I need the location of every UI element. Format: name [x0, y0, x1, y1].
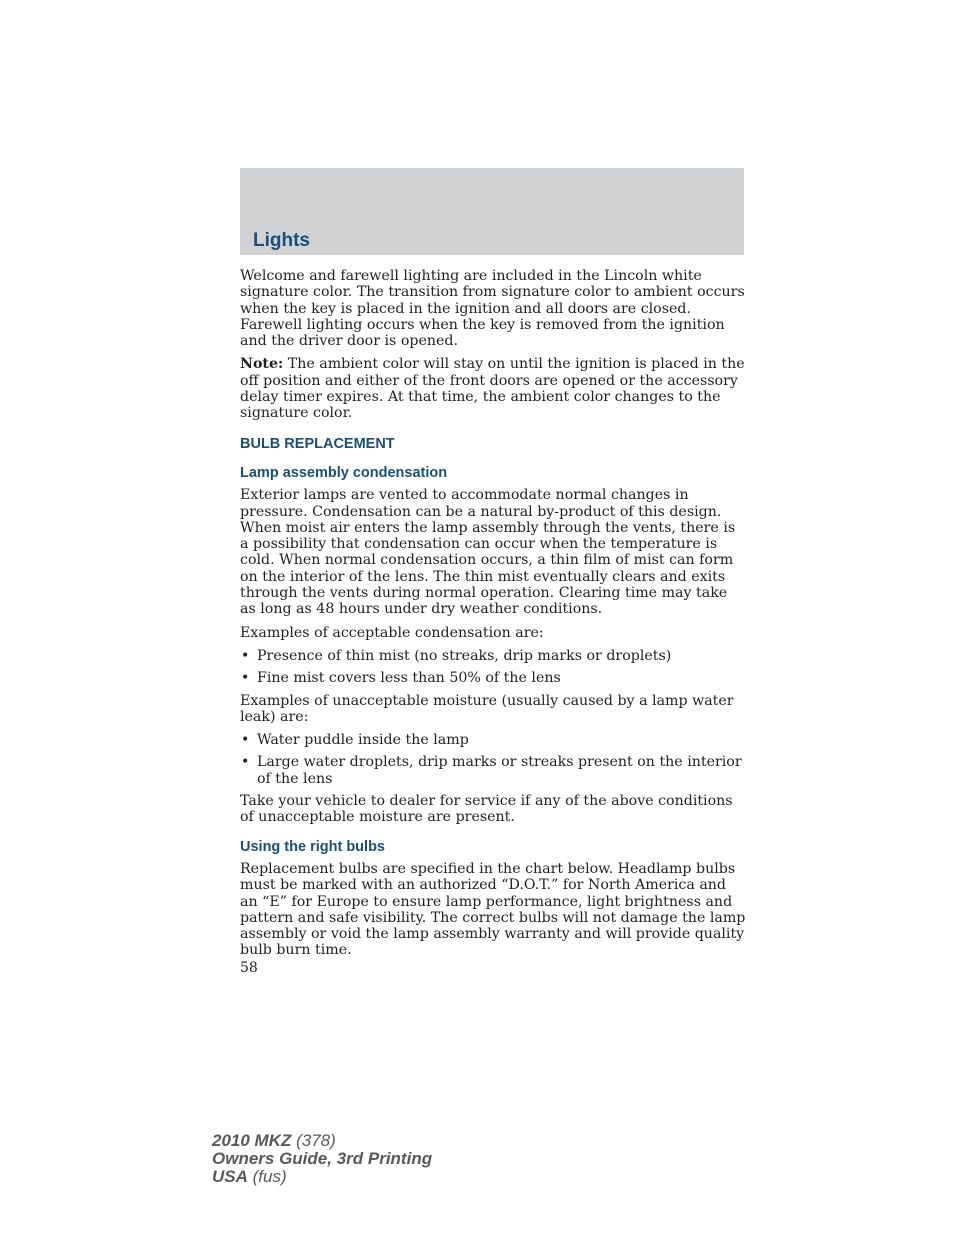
list-item-text: Fine mist covers less than 50% of the lens	[257, 670, 561, 687]
bullet-icon: •	[241, 754, 250, 771]
footer-model: 2010 MKZ	[212, 1131, 292, 1150]
list-item-text: Water puddle inside the lamp	[257, 732, 469, 749]
footer-line-2	[212, 1150, 432, 1168]
bullet-icon: •	[241, 732, 250, 749]
section-title: Lights	[253, 230, 310, 251]
acceptable-list	[240, 648, 746, 687]
bulb-replacement-heading: BULB REPLACEMENT	[240, 435, 395, 452]
note-text: The ambient color will stay on until the ignition is placed in the off position and either of the front doors are opened or the accessory delay timer expires. At that time, the ambient color changes to the signature color.	[240, 356, 745, 422]
condensation-heading: Lamp assembly condensation	[240, 464, 448, 481]
list-item	[240, 670, 746, 686]
section-header-band	[240, 168, 744, 255]
bullet-icon: •	[241, 670, 250, 687]
acceptable-intro: Examples of acceptable condensation are:	[240, 624, 544, 641]
condensation-closing: Take your vehicle to dealer for service if any of the above conditions of unacceptable moisture are present.	[240, 793, 733, 826]
right-bulbs-paragraph: Replacement bulbs are specified in the chart below. Headlamp bulbs must be marked with an authorized “D.O.T.” for North America and an “E” for Europe to ensure lamp performance, light brightness and pattern and safe visibility. The correct bulbs will not damage the lamp assembly or void the lamp assembly warranty and will provide quality bulb burn time.	[240, 860, 746, 959]
note-paragraph	[240, 356, 746, 421]
footer-market: USA	[212, 1167, 248, 1186]
footer-line-3	[212, 1168, 432, 1186]
list-item	[240, 754, 746, 787]
list-item	[240, 732, 746, 748]
page-content	[240, 268, 746, 966]
intro-paragraph: Welcome and farewell lighting are included in the Lincoln white signature color. The transition from signature color to ambient occurs when the key is placed in the ignition and all doors are closed. Farewell lighting occurs when the key is removed from the ignition and the driver door is opened.	[240, 268, 745, 350]
right-bulbs-heading: Using the right bulbs	[240, 838, 385, 855]
list-item-text: Large water droplets, drip marks or streaks present on the interior of the lens	[257, 754, 742, 787]
footer-edition: Owners Guide, 3rd Printing	[212, 1149, 433, 1168]
bullet-icon: •	[241, 647, 250, 664]
condensation-paragraph: Exterior lamps are vented to accommodate normal changes in pressure. Condensation can be a natural by-product of this design. When moist air enters the lamp assembly through the vents, there is a possibility that condensation can occur when the temperature is cold. When normal condensation occurs, a thin film of mist can form on the interior of the lens. The thin mist eventually clears and exits through the vents during normal operation. Clearing time may take as long as 48 hours under dry weather conditions.	[240, 487, 736, 618]
footer-market-code: (fus)	[247, 1167, 287, 1186]
unacceptable-list	[240, 732, 746, 787]
footer-line-1	[212, 1132, 432, 1150]
footer-model-code: (378)	[291, 1131, 336, 1150]
unacceptable-intro: Examples of unacceptable moisture (usually caused by a lamp water leak) are:	[240, 692, 734, 725]
list-item	[240, 648, 746, 664]
list-item-text: Presence of thin mist (no streaks, drip marks or droplets)	[257, 647, 672, 664]
page-number: 58	[240, 960, 258, 976]
print-footer	[212, 1132, 432, 1186]
note-label: Note:	[240, 356, 284, 373]
